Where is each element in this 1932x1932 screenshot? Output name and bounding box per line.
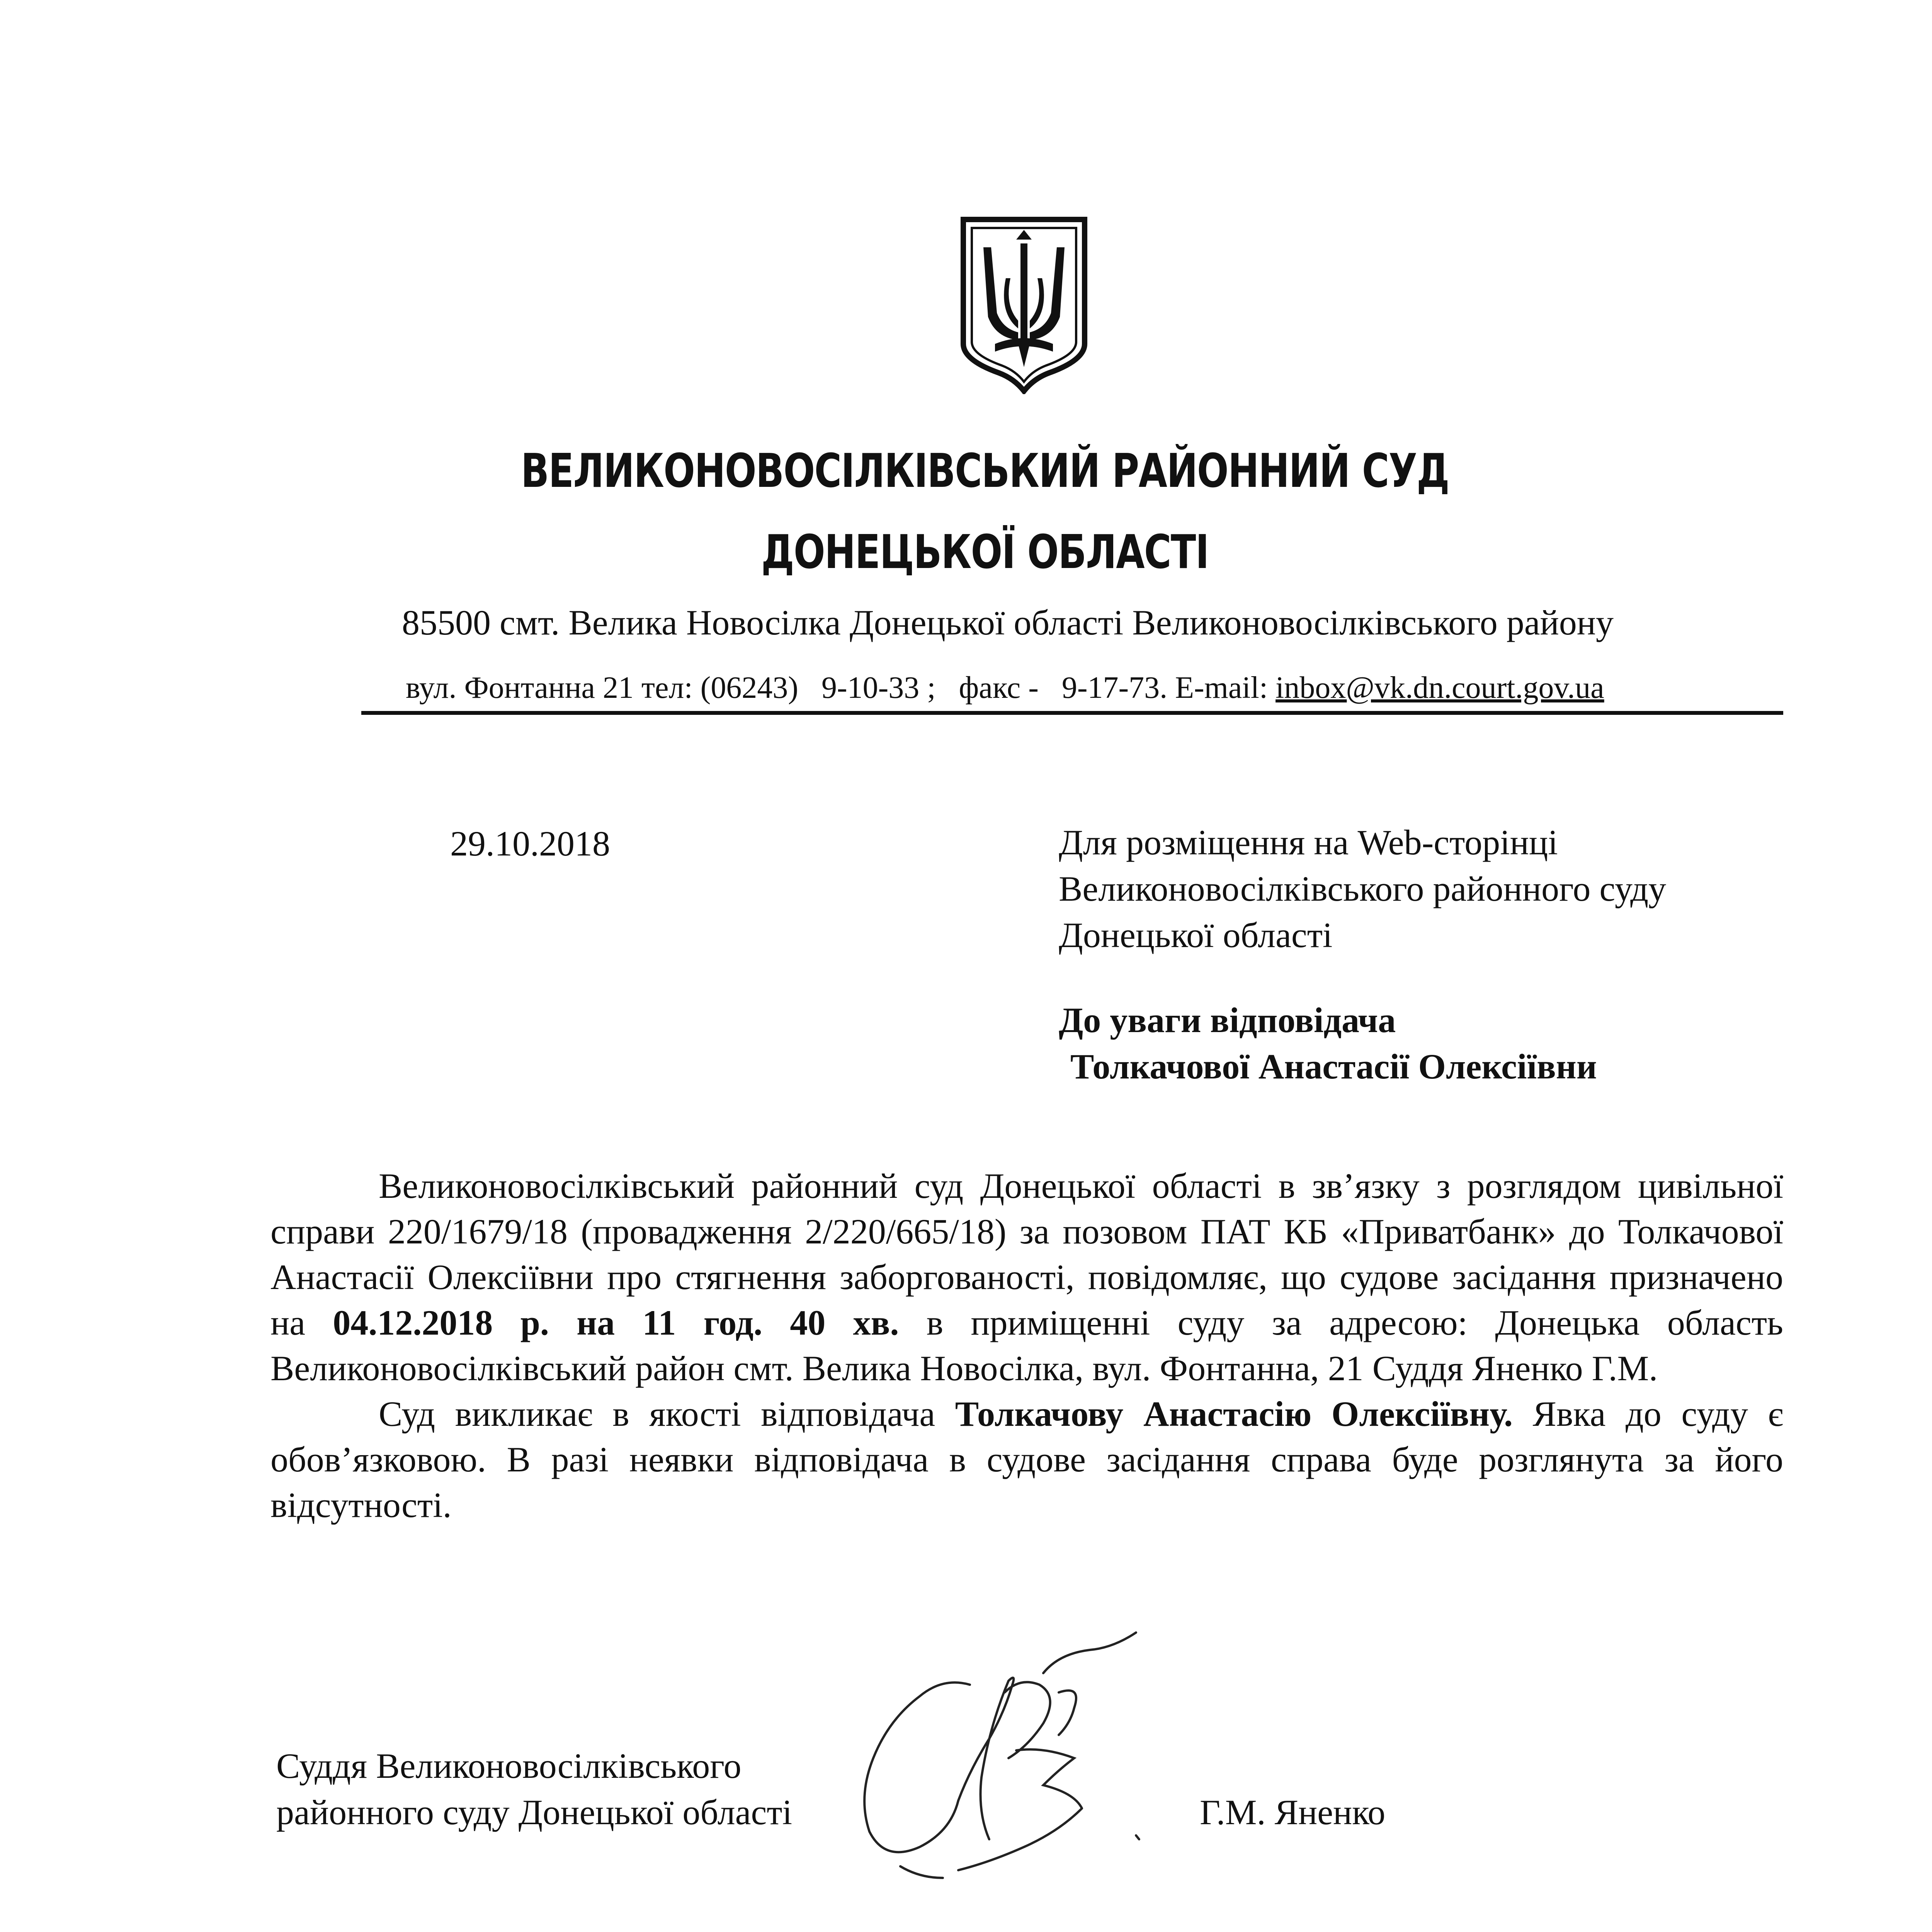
recipient-line: Донецької області xyxy=(1059,915,1333,955)
fax-label: факс - xyxy=(959,671,1039,705)
body-paragraph xyxy=(270,1391,1783,1528)
attention-block xyxy=(1059,997,1597,1090)
recipient-block xyxy=(1059,819,1666,958)
hearing-datetime: 04.12.2018 р. на 11 год. 40 хв. xyxy=(333,1303,899,1342)
court-address: 85500 смт. Велика Новосілка Донецької області Великоновосілківського району xyxy=(402,603,1614,642)
judge-title xyxy=(276,1743,792,1835)
paragraph-text: Великоновосілківський районний суд Донецької області в зв’язку з розглядом цивільної справи 220/1679/18 (провадження 2/220/665/18) за позовом ПАТ КБ «Приватбанк» до Толкачової Анастасії Олексіївни про стягнення заборгованості, повідомляє, що судове засідання призначено на xyxy=(270,1166,1783,1342)
paragraph-text: Суд викликає в якості відповідача xyxy=(379,1394,935,1434)
phone-number: 9-10-33 ; xyxy=(821,671,936,705)
recipient-line: Для розміщення на Web-сторінці xyxy=(1059,823,1558,862)
body-paragraph xyxy=(270,1163,1783,1391)
court-contacts xyxy=(406,672,1604,703)
phone-code: (06243) xyxy=(700,671,798,705)
paragraph-text: Явка до суду є обов’язковою. В разі неявки відповідача в судове засідання справа буде розглянута за його відсутності. xyxy=(270,1394,1784,1525)
email-label: E-mail: xyxy=(1175,671,1268,705)
street: вул. Фонтанна 21 xyxy=(406,671,634,705)
recipient-line: Великоновосілківського районного суду xyxy=(1059,869,1667,908)
judge-title-line: Суддя Великоновосілківського xyxy=(276,1746,742,1786)
notice-body xyxy=(270,1163,1783,1528)
paragraph-text: в приміщенні суду за адресою: Донецька область Великоновосілківський район смт. Велика Новосілка, вул. Фонтанна, 21 Суддя Яненко Г.М. xyxy=(270,1303,1784,1388)
fax-number: 9-17-73. xyxy=(1061,671,1168,705)
defendant-name-bold: Толкачову Анастасію Олексіївну. xyxy=(955,1394,1513,1434)
judge-title-line: районного суду Донецької області xyxy=(276,1793,793,1832)
trident-emblem-icon xyxy=(960,216,1088,394)
phone-label: тел: xyxy=(641,671,693,705)
court-name-line2: ДОНЕЦЬКОЇ ОБЛАСТІ xyxy=(761,526,1209,579)
email-link[interactable]: inbox@vk.dn.court.gov.ua xyxy=(1276,671,1604,705)
defendant-name: Толкачової Анастасії Олексіївни xyxy=(1070,1047,1597,1086)
header-divider xyxy=(361,711,1783,715)
attention-heading: До уваги відповідача xyxy=(1059,1000,1396,1040)
court-name-line1: ВЕЛИКОНОВОСІЛКІВСЬКИЙ РАЙОННИЙ СУД xyxy=(520,444,1449,498)
document-date: 29.10.2018 xyxy=(450,824,610,863)
judge-name: Г.М. Яненко xyxy=(1200,1793,1386,1832)
handwritten-signature xyxy=(842,1631,1171,1901)
